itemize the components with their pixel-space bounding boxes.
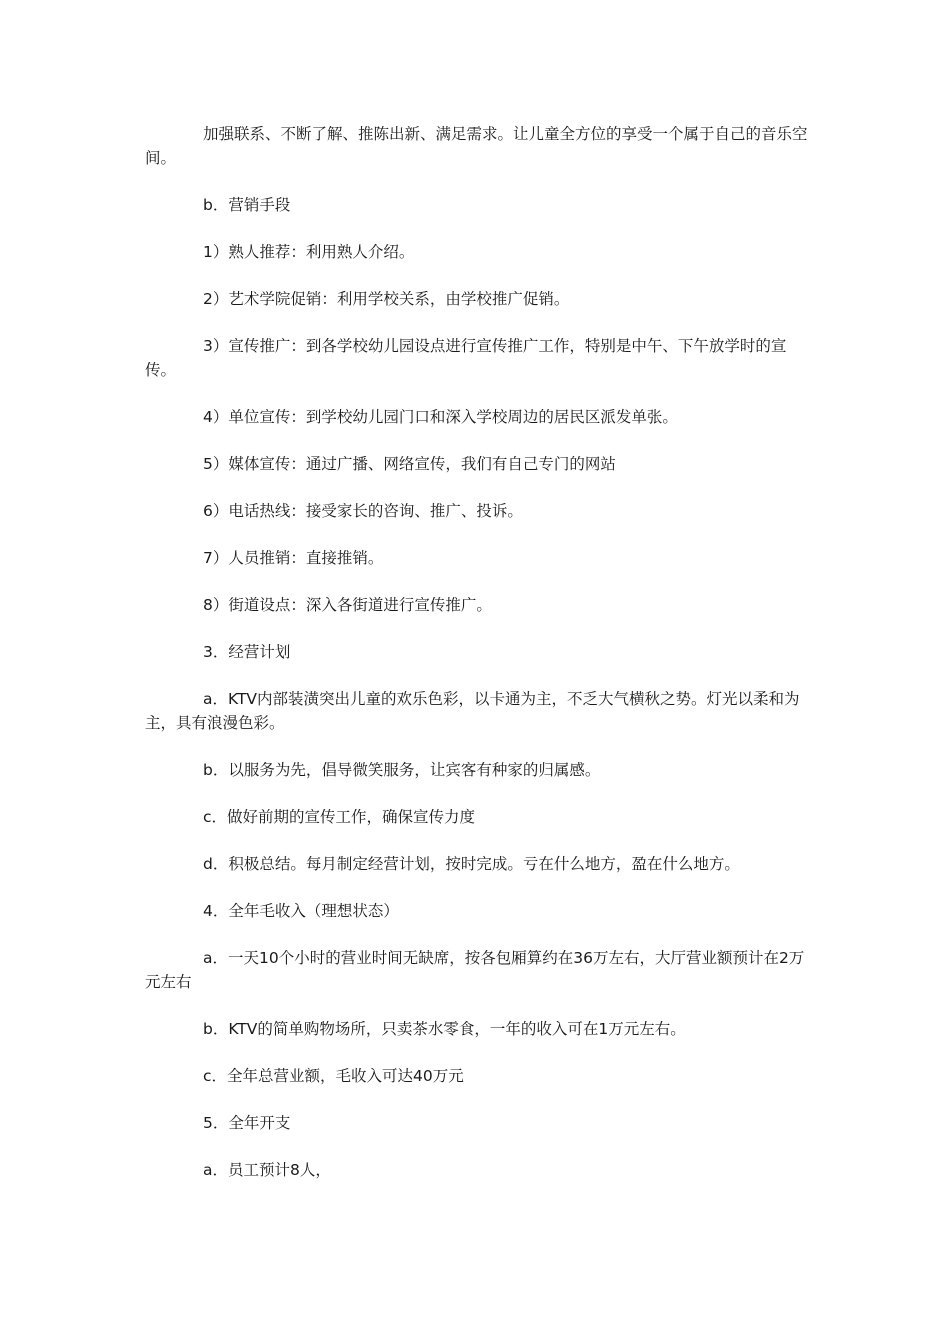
plan-item-summary: d．积极总结。每月制定经营计划，按时完成。亏在什么地方，盈在什么地方。 bbox=[203, 855, 740, 873]
heading-business-plan: 3．经营计划 bbox=[203, 643, 291, 661]
list-item-personal-selling: 7）人员推销：直接推销。 bbox=[203, 549, 384, 567]
list-item-unit-publicity: 4）单位宣传：到学校幼儿园门口和深入学校周边的居民区派发单张。 bbox=[203, 408, 678, 426]
paragraph-intro-continuation: 加强联系、不断了解、推陈出新、满足需求。让儿童全方位的享受一个属于自己的音乐空间。 bbox=[145, 125, 808, 167]
income-item-total: c．全年总营业额，毛收入可达40万元 bbox=[203, 1067, 464, 1085]
list-item-street-booth: 8）街道设点：深入各街道进行宣传推广。 bbox=[203, 596, 492, 614]
expense-item-staff: a．员工预计8人， bbox=[203, 1161, 331, 1179]
list-item-media-publicity: 5）媒体宣传：通过广播、网络宣传，我们有自己专门的网站 bbox=[203, 455, 616, 473]
document-body bbox=[145, 122, 815, 1205]
income-item-daily-revenue: a．一天10个小时的营业时间无缺席，按各包厢算约在36万左右，大厅营业额预计在2万元左右 bbox=[145, 949, 805, 991]
heading-annual-expenses: 5．全年开支 bbox=[203, 1114, 291, 1132]
list-item-publicity: 3）宣传推广：到各学校幼儿园设点进行宣传推广工作，特别是中午、下午放学时的宣传。 bbox=[145, 337, 787, 379]
list-item-referral: 1）熟人推荐：利用熟人介绍。 bbox=[203, 243, 415, 261]
plan-item-early-publicity: c．做好前期的宣传工作，确保宣传力度 bbox=[203, 808, 476, 826]
plan-item-decoration: a．KTV内部装潢突出儿童的欢乐色彩，以卡通为主，不乏大气横秋之势。灯光以柔和为主，具有浪漫色彩。 bbox=[145, 690, 800, 732]
plan-item-service: b．以服务为先，倡导微笑服务，让宾客有种家的归属感。 bbox=[203, 761, 601, 779]
income-item-shop: b．KTV的简单购物场所，只卖茶水零食，一年的收入可在1万元左右。 bbox=[203, 1020, 686, 1038]
heading-marketing-methods: b．营销手段 bbox=[203, 196, 291, 214]
list-item-art-school-promotion: 2）艺术学院促销：利用学校关系，由学校推广促销。 bbox=[203, 290, 570, 308]
list-item-phone-hotline: 6）电话热线：接受家长的咨询、推广、投诉。 bbox=[203, 502, 523, 520]
heading-annual-gross-income: 4．全年毛收入（理想状态） bbox=[203, 902, 399, 920]
